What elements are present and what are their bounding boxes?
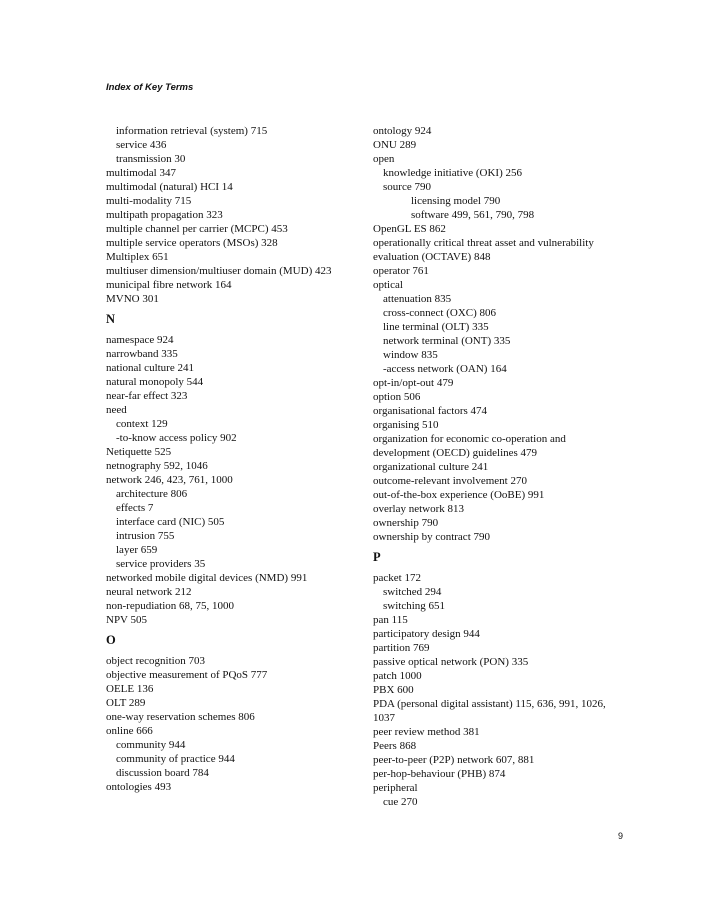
- index-subentry: community of practice 944: [116, 753, 235, 765]
- index-subentry: layer 659: [116, 544, 158, 556]
- index-subentry: information retrieval (system) 715: [116, 125, 268, 137]
- index-entry: participatory design 944: [373, 628, 480, 640]
- index-subentry: service 436: [116, 139, 167, 151]
- index-subentry: service providers 35: [116, 558, 206, 570]
- index-entry: non-repudiation 68, 75, 1000: [106, 600, 235, 612]
- index-entry: Peers 868: [373, 740, 417, 752]
- index-entry: online 666: [106, 725, 153, 737]
- index-subentry: effects 7: [116, 502, 154, 514]
- index-entry: pan 115: [373, 614, 408, 626]
- running-header: Index of Key Terms: [106, 82, 194, 93]
- index-entry: multiuser dimension/multiuser domain (MUD) 423: [106, 265, 332, 277]
- index-entry: patch 1000: [373, 670, 422, 682]
- index-subentry: -to-know access policy 902: [116, 432, 237, 444]
- index-entry: out-of-the-box experience (OoBE) 991: [373, 489, 545, 501]
- index-subentry: network terminal (ONT) 335: [383, 335, 511, 347]
- index-entry: need: [106, 404, 127, 416]
- index-subentry: transmission 30: [116, 153, 186, 165]
- index-entry: networked mobile digital devices (NMD) 991: [106, 572, 308, 584]
- index-entry: ontologies 493: [106, 781, 172, 793]
- index-entry: development (OECD) guidelines 479: [373, 447, 538, 459]
- index-entry: passive optical network (PON) 335: [373, 656, 529, 668]
- index-entry: object recognition 703: [106, 655, 205, 667]
- index-entry: ONU 289: [373, 139, 417, 151]
- index-subentry: cue 270: [383, 796, 418, 808]
- index-subentry: cross-connect (OXC) 806: [383, 307, 497, 319]
- index-subentry: discussion board 784: [116, 767, 209, 779]
- index-entry: multiple service operators (MSOs) 328: [106, 237, 278, 249]
- index-entry: Netiquette 525: [106, 446, 172, 458]
- index-entry: peer review method 381: [373, 726, 480, 738]
- index-subentry: window 835: [383, 349, 438, 361]
- index-entry: natural monopoly 544: [106, 376, 204, 388]
- index-entry: narrowband 335: [106, 348, 178, 360]
- index-entry: option 506: [373, 391, 421, 403]
- index-entry: OpenGL ES 862: [373, 223, 446, 235]
- index-entry: MVNO 301: [106, 293, 159, 305]
- index-section-letter: O: [106, 633, 116, 647]
- index-entry: partition 769: [373, 642, 430, 654]
- index-entry: outcome-relevant involvement 270: [373, 475, 527, 487]
- index-section-letter: N: [106, 312, 116, 326]
- index-entry: ownership 790: [373, 517, 439, 529]
- index-entry: PDA (personal digital assistant) 115, 636, 991, 1026,: [373, 698, 606, 710]
- index-entry: near-far effect 323: [106, 390, 188, 402]
- index-entry: evaluation (OCTAVE) 848: [373, 251, 491, 263]
- index-entry: netnography 592, 1046: [106, 460, 208, 472]
- index-entry: 1037: [373, 712, 395, 724]
- index-column-left: [106, 124, 356, 794]
- index-subentry: attenuation 835: [383, 293, 452, 305]
- index-subentry: -access network (OAN) 164: [383, 363, 507, 375]
- index-entry: multiple channel per carrier (MCPC) 453: [106, 223, 288, 235]
- index-entry: ontology 924: [373, 125, 432, 137]
- index-entry: optical: [373, 279, 403, 291]
- index-entry: national culture 241: [106, 362, 194, 374]
- index-entry: packet 172: [373, 572, 421, 584]
- index-entry: operator 761: [373, 265, 429, 277]
- index-section-letter: P: [373, 550, 381, 564]
- index-subentry: switching 651: [383, 600, 446, 612]
- index-entry: OELE 136: [106, 683, 154, 695]
- index-entry: objective measurement of PQoS 777: [106, 669, 268, 681]
- index-subentry: knowledge initiative (OKI) 256: [383, 167, 522, 179]
- index-subentry: software 499, 561, 790, 798: [411, 209, 535, 221]
- index-subentry: interface card (NIC) 505: [116, 516, 225, 528]
- index-entry: peripheral: [373, 782, 418, 794]
- index-entry: PBX 600: [373, 684, 414, 696]
- index-subentry: line terminal (OLT) 335: [383, 321, 489, 333]
- index-subentry: community 944: [116, 739, 186, 751]
- index-entry: open: [373, 153, 395, 165]
- index-column-right: [373, 124, 633, 809]
- index-subentry: architecture 806: [116, 488, 188, 500]
- index-entry: organizational culture 241: [373, 461, 489, 473]
- index-subentry: intrusion 755: [116, 530, 175, 542]
- index-entry: neural network 212: [106, 586, 192, 598]
- index-subentry: licensing model 790: [411, 195, 501, 207]
- index-subentry: context 129: [116, 418, 168, 430]
- index-entry: namespace 924: [106, 334, 174, 346]
- index-entry: multimodal (natural) HCI 14: [106, 181, 233, 193]
- index-entry: multipath propagation 323: [106, 209, 223, 221]
- index-entry: NPV 505: [106, 614, 148, 626]
- index-entry: overlay network 813: [373, 503, 465, 515]
- index-entry: OLT 289: [106, 697, 146, 709]
- index-subentry: switched 294: [383, 586, 442, 598]
- index-entry: municipal fibre network 164: [106, 279, 232, 291]
- index-entry: multi-modality 715: [106, 195, 192, 207]
- index-subentry: source 790: [383, 181, 431, 193]
- index-entry: network 246, 423, 761, 1000: [106, 474, 233, 486]
- index-entry: multimodal 347: [106, 167, 176, 179]
- page-number: 9: [617, 831, 623, 841]
- index-entry: organisational factors 474: [373, 405, 488, 417]
- index-entry: opt-in/opt-out 479: [373, 377, 454, 389]
- index-entry: organization for economic co-operation and: [373, 433, 566, 445]
- index-entry: per-hop-behaviour (PHB) 874: [373, 768, 506, 780]
- index-entry: one-way reservation schemes 806: [106, 711, 255, 723]
- index-entry: organising 510: [373, 419, 439, 431]
- index-entry: ownership by contract 790: [373, 531, 490, 543]
- index-entry: Multiplex 651: [106, 251, 169, 263]
- index-entry: peer-to-peer (P2P) network 607, 881: [373, 754, 535, 766]
- index-entry: operationally critical threat asset and vulnerability: [373, 237, 594, 249]
